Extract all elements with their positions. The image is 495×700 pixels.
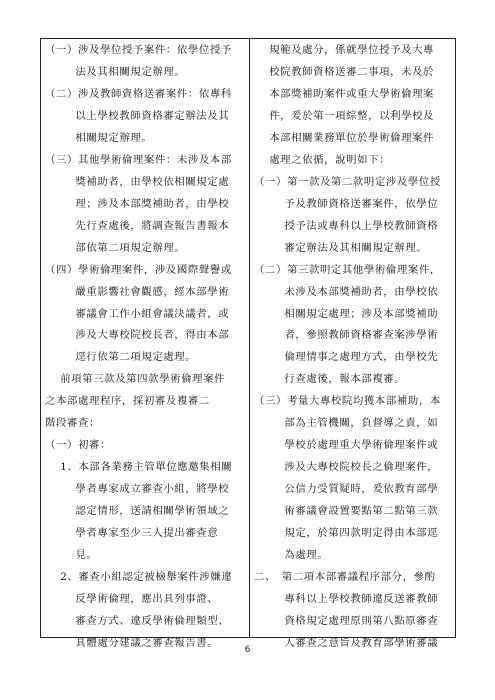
- text-line: 校院教師資格送審二事項，未及於: [269, 65, 435, 78]
- text-line: 予及教師資格送審案件，依學位: [284, 197, 439, 210]
- text-line: 反學術倫理，應出具列事證、: [75, 593, 219, 605]
- text-line: 專科以上學校教師違反送審教師: [284, 593, 439, 605]
- text-line: 學者專家成立審查小組，將學校: [75, 483, 230, 496]
- text-line: 未涉及本部獎補助者，由學校依: [284, 285, 439, 298]
- text-line: 件，爰於第一項綜整，以利學校及: [269, 109, 435, 122]
- text-line: 涉及大專校院校長者，得由本部: [75, 329, 230, 342]
- text-line: （四）學術倫理案件，涉及國際聲譽或: [45, 263, 232, 276]
- text-line: 規定，於第四款明定得由本部逕: [284, 527, 439, 540]
- text-line: 前項第三款及第四款學術倫理案件: [60, 373, 226, 386]
- text-line: （二）第三款明定其他學術倫理案件，: [254, 263, 441, 276]
- text-line: 本部相關業務單位於學術倫理案件: [269, 131, 435, 144]
- text-line: 倫理情事之處理方式，由學校先: [284, 351, 439, 364]
- text-line: 階段審查：: [45, 417, 100, 430]
- text-line: 本部獎補助案件或重大學術倫理案: [269, 87, 435, 100]
- text-line: 審議會工作小組會議決議者，或: [75, 307, 230, 320]
- text-line: 者，參照教師資格審查案涉學術: [284, 329, 439, 342]
- text-line: （一）初審：: [45, 439, 111, 452]
- text-line: 審查方式、違反學術倫理類型、: [75, 614, 230, 627]
- text-line: 認定情形，送請相關學術領域之: [75, 505, 230, 518]
- text-line: 相關規定辦理。: [75, 131, 153, 144]
- text-line: 1、本部各業務主管單位應邀集相關: [60, 461, 233, 474]
- text-line: 先行查處後，將調查報告書報本: [75, 219, 230, 232]
- text-line: （一）第一款及第二款明定涉及學位授: [254, 175, 441, 188]
- text-line: 處理之依循，說明如下：: [269, 153, 391, 166]
- text-line: 公信力受質疑時，爰依教育部學: [284, 483, 439, 496]
- text-line: 之本部處理程序，採初審及複審二: [45, 395, 210, 408]
- text-line: 術審議會設置要點第二點第三款: [284, 505, 439, 518]
- text-line: （三）其他學術倫理案件：未涉及本部: [45, 153, 232, 166]
- page-number: 6: [244, 645, 251, 655]
- text-line: （三）考量大專校院均獲本部補助，本: [254, 395, 441, 408]
- text-line: 行查處後，報本部複審。: [284, 373, 406, 386]
- text-line: 審定辦法及其相關規定辦理。: [284, 241, 428, 254]
- text-line: 人審查之意旨及教育部學術審議: [284, 636, 439, 649]
- column-divider: [249, 39, 250, 637]
- text-line: 法及其相關規定辦理。: [75, 65, 186, 78]
- text-line: 資格規定處理原則第八點原審查: [284, 614, 439, 627]
- text-line: （二）涉及教師資格送審案件：依專科: [45, 87, 232, 100]
- text-line: 具體處分建議之審查報告書。: [75, 636, 219, 649]
- text-line: 部依第二項規定辦理。: [75, 241, 186, 254]
- text-line: 獎補助者，由學校依相關規定處: [75, 175, 230, 188]
- text-line: 學者專家至少三人提出審查意: [75, 527, 219, 540]
- text-line: 2、審查小組認定被檢舉案件涉嫌違: [60, 571, 233, 584]
- text-line: 二、 第二項本部審議程序部分，參酌: [254, 571, 436, 584]
- text-line: 涉及大專校院校長之倫理案件，: [284, 461, 439, 474]
- text-line: 見。: [75, 549, 98, 562]
- text-line: 理；涉及本部獎補助者，由學校: [75, 197, 230, 210]
- text-line: 規範及處分，係就學位授予及大專: [269, 44, 435, 56]
- text-line: 部為主管機關，負督導之責，如: [284, 417, 439, 430]
- text-line: 學校於處理重大學術倫理案件或: [284, 439, 439, 452]
- text-line: 授予法或專科以上學校教師資格: [284, 219, 439, 232]
- text-line: 為處理。: [284, 549, 329, 562]
- text-line: （一）涉及學位授予案件：依學位授予: [45, 44, 232, 56]
- text-line: 逕行依第二項規定處理。: [75, 351, 197, 364]
- document-table: [40, 38, 456, 649]
- text-line: 相關規定處理；涉及本部獎補助: [284, 307, 439, 320]
- text-line: 以上學校教師資格審定辦法及其: [75, 109, 230, 122]
- text-line: 嚴重影響社會觀感，經本部學術: [75, 285, 230, 298]
